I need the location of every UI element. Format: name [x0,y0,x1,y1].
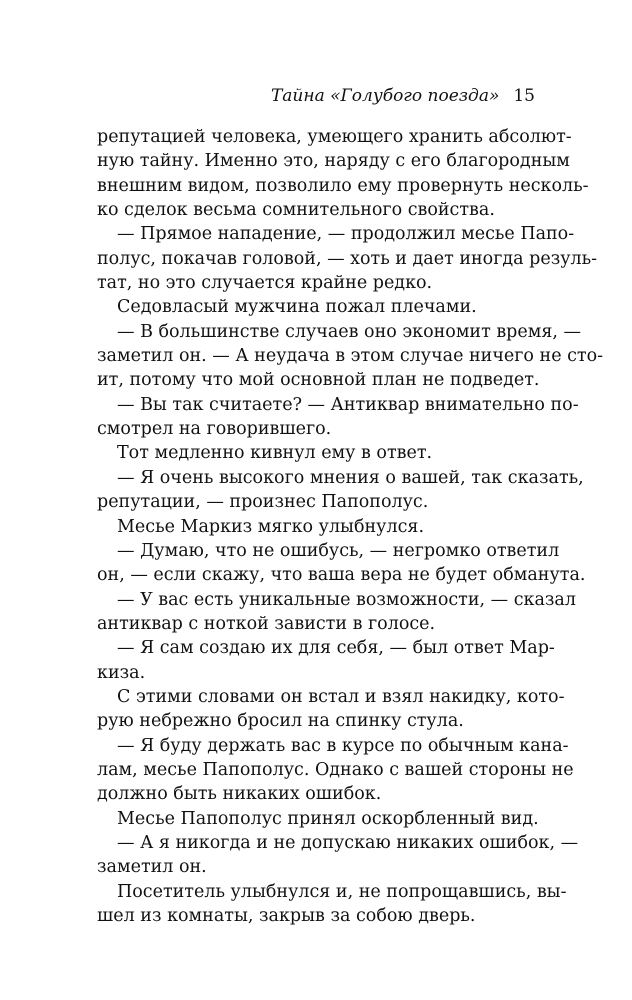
text-line: лам, месье Папополус. Однако с вашей стороны не [97,759,574,780]
text-line: — Я очень высокого мнения о вашей, так сказать, [117,467,584,488]
text-line: должно быть никаких ошибок. [97,784,382,805]
text-line: С этими словами он встал и взял накидку, кото- [117,686,565,707]
text-line: репутацией человека, умеющего хранить абсолют- [97,127,572,147]
text-line: ную тайну. Именно это, наряду с его благородным [97,151,570,172]
text-line: Месье Папополус принял оскорбленный вид. [117,808,539,829]
text-line: — Я сам создаю их для себя, — был ответ Мар- [117,638,555,659]
text-line: внешним видом, позволило ему провернуть несколь- [97,175,589,196]
text-line: репутации, — произнес Папополус. [97,492,429,513]
text-line: ко сделок весьма сомнительного свойства. [97,200,495,221]
text-line: Тот медленно кивнул ему в ответ. [117,443,433,464]
text-line: — Прямое нападение, — продолжил месье Папо- [117,224,575,245]
text-line: заметил он. — А неудача в этом случае ничего не сто- [97,346,604,367]
text-line: — А я никогда и не допускаю никаких ошибок, — [117,832,579,853]
text-line: Посетитель улыбнулся и, не попрощавшись, вы- [117,881,567,902]
text-line: — Вы так считаете? — Антиквар внимательно по- [117,394,579,415]
text-line: ит, потому что мой основной план не подведет. [97,370,540,391]
text-line: заметил он. [97,857,207,878]
text-body [97,125,604,928]
text-line: — У вас есть уникальные возможности, — сказал [117,589,576,610]
text-line: — Думаю, что не ошибусь, — негромко ответил [117,540,560,561]
text-line: смотрел на говорившего. [97,419,332,440]
text-line: — Я буду держать вас в курсе по обычным кана- [117,735,569,756]
text-line: тат, но это случается крайне редко. [97,273,433,294]
text-line: он, — если скажу, что ваша вера не будет обманута. [97,565,586,586]
text-line: шел из комнаты, закрыв за собою дверь. [97,906,476,926]
text-line: антиквар с ноткой зависти в голосе. [97,613,436,634]
running-title: Тайна «Голубого поезда» [270,86,500,106]
text-line: Месье Маркиз мягко улыбнулся. [117,516,425,537]
text-line: рую небрежно бросил на спинку стула. [97,711,464,732]
page-header [271,84,535,108]
page-number: 15 [513,86,535,106]
text-line: Седовласый мужчина пожал плечами. [117,297,477,318]
text-line: полус, покачав головой, — хоть и дает иногда резуль- [97,248,598,269]
text-line: — В большинстве случаев оно экономит время, — [117,321,582,342]
text-line: киза. [97,662,146,683]
